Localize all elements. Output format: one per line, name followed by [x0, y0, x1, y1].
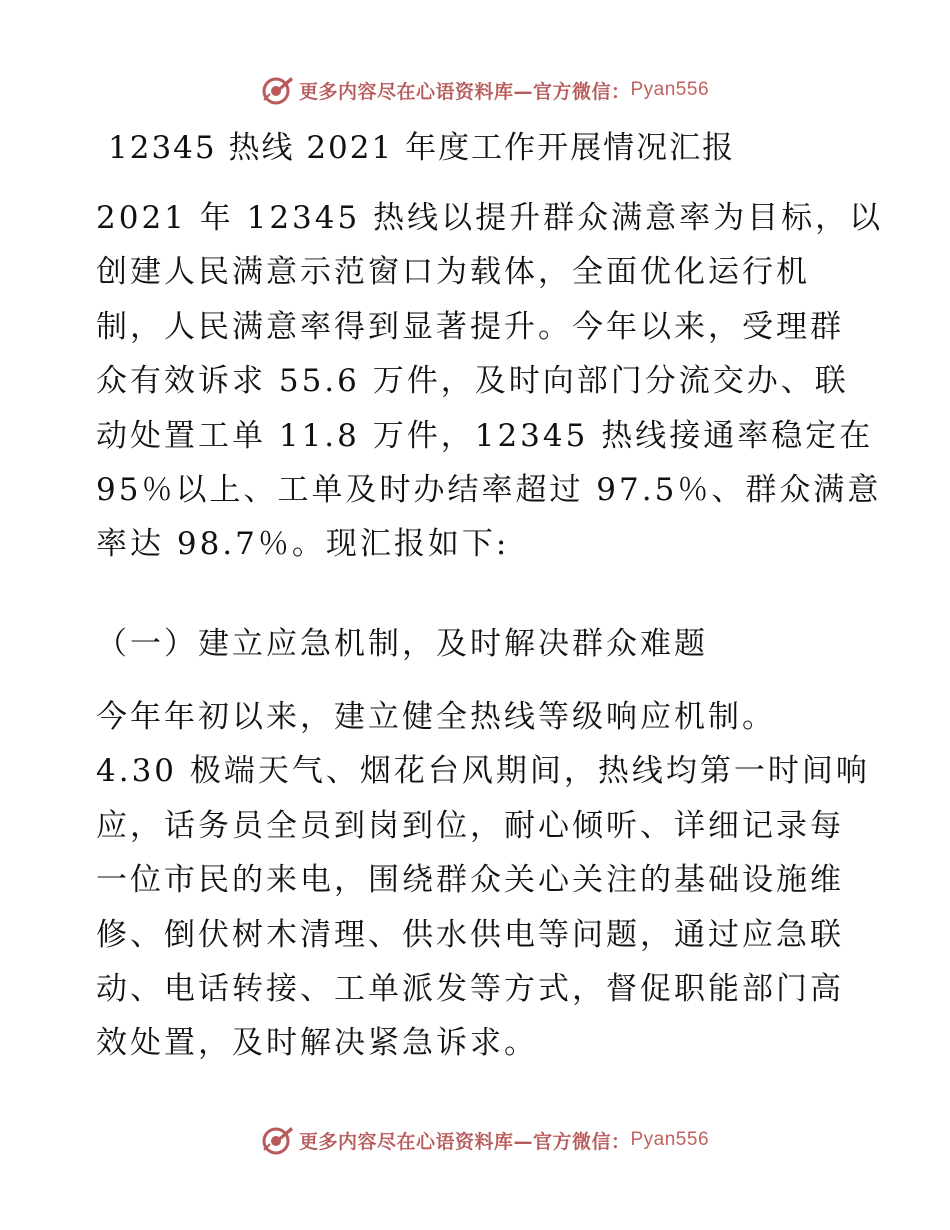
paragraph-intro — [96, 191, 883, 572]
watermark-banner-top — [0, 74, 950, 106]
paragraph-line: 制，人民满意率得到显著提升。今年以来，受理群 — [96, 308, 844, 345]
watermark-text: 更多内容尽在心语资料库—官方微信： — [298, 1130, 631, 1153]
watermark-banner-bottom — [0, 1124, 950, 1156]
paragraph-line: 一位市民的来电，围绕群众关心关注的基础设施维 — [96, 862, 844, 899]
paragraph-line: 动、电话转接、工单派发等方式，督促职能部门高 — [96, 970, 844, 1007]
section-heading — [96, 617, 708, 671]
paragraph-line: 4.30 极端天气、烟花台风期间，热线均第一时间响 — [96, 753, 870, 790]
paragraph-line: 效处置，及时解决紧急诉求。 — [96, 1025, 538, 1062]
paragraph-section1 — [96, 690, 870, 1071]
brand-logo-icon — [261, 1124, 295, 1156]
watermark-account: Pyan556 — [630, 1129, 710, 1150]
watermark-account: Pyan556 — [630, 79, 710, 100]
paragraph-line: 95％以上、工单及时办结率超过 97.5％、群众满意 — [96, 471, 882, 508]
paragraph-line: 今年年初以来，建立健全热线等级响应机制。 — [96, 699, 776, 735]
paragraph-line: 应，话务员全员到岗到位，耐心倾听、详细记录每 — [96, 807, 844, 844]
brand-logo-icon — [261, 74, 295, 106]
paragraph-line: 率达 98.7％。现汇报如下: — [96, 526, 510, 563]
paragraph-line: 2021 年 12345 热线以提升群众满意率为目标，以 — [96, 200, 884, 236]
paragraph-line: 动处置工单 11.8 万件，12345 热线接通率稳定在 — [96, 417, 874, 454]
section-heading-text: （一）建立应急机制，及时解决群众难题 — [96, 626, 708, 662]
paragraph-line: 创建人民满意示范窗口为载体，全面优化运行机 — [96, 254, 810, 291]
document-title: 12345 热线 2021 年度工作开展情况汇报 — [108, 130, 736, 166]
watermark-text: 更多内容尽在心语资料库—官方微信： — [298, 80, 631, 103]
paragraph-line: 众有效诉求 55.6 万件，及时向部门分流交办、联 — [96, 363, 849, 400]
paragraph-line: 修、倒伏树木清理、供水供电等问题，通过应急联 — [96, 916, 844, 953]
